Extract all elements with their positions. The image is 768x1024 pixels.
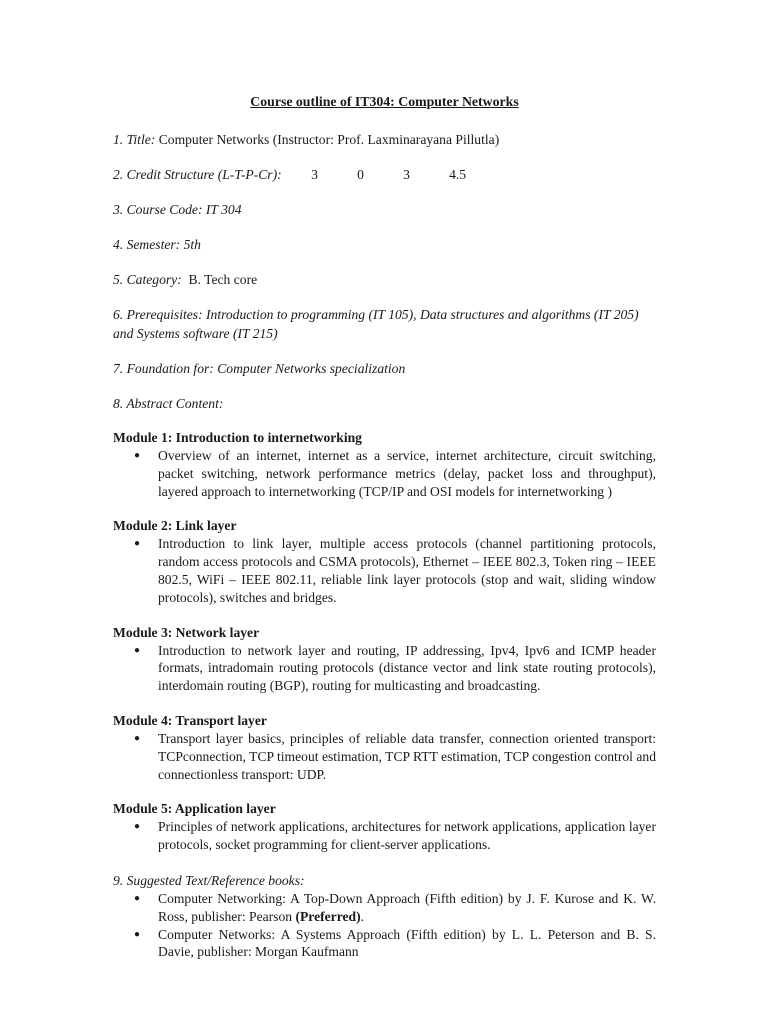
list-item (113, 447, 656, 500)
reference-text: Computer Networks: A Systems Approach (Fifth edition) by L. L. Peterson and B. S. Davie, publisher: Morgan Kaufmann (158, 926, 656, 960)
field-foundation-value: Computer Networks specialization (217, 361, 406, 376)
field-credit-structure (113, 165, 656, 184)
module-body: Introduction to network layer and routing, IP addressing, Ipv4, Ipv6 and ICMP header formats, intradomain routing protocols (distance vector and link state routing protocols), interdomain routing (BGP), routing for multicasting and broadcasting. (158, 642, 656, 694)
document-page (113, 92, 656, 961)
module-3 (113, 624, 656, 695)
module-4 (113, 712, 656, 783)
document-title: Course outline of IT304: Computer Networks (250, 94, 519, 109)
module-title: Module 3: Network layer (113, 624, 260, 640)
module-5 (113, 800, 656, 854)
credit-lecture: 3 (311, 167, 318, 182)
credit-practical: 3 (403, 167, 410, 182)
bullet-icon: ● (134, 732, 141, 744)
bullet-icon: ● (134, 450, 141, 461)
field-category (113, 270, 656, 289)
field-prerequisites (113, 305, 656, 343)
list-item (113, 926, 656, 962)
field-title-key: 1. Title: (113, 132, 156, 147)
module-title: Module 1: Introduction to internetworking (113, 430, 362, 445)
module-title: Module 2: Link layer (113, 518, 237, 534)
field-foundation (113, 359, 656, 378)
credit-tutorial: 0 (357, 167, 364, 182)
field-title-value: Computer Networks (Instructor: Prof. Laxminarayana Pillutla) (158, 132, 500, 147)
module-title: Module 5: Application layer (113, 801, 276, 817)
field-abstract (113, 394, 656, 413)
field-semester (113, 235, 656, 254)
reference-tail: . (360, 908, 365, 924)
list-item (113, 642, 656, 695)
field-course-code-text: 3. Course Code: IT 304 (113, 202, 242, 217)
module-title: Module 4: Transport layer (113, 712, 267, 728)
field-category-key: 5. Category: (113, 272, 182, 287)
field-course-code (113, 200, 656, 219)
module-body: Introduction to link layer, multiple access protocols (channel partitioning protocols, random access protocols and CSMA protocols), Ethernet – IEEE 802.3, Token ring – IEEE 802.5, WiFi – IEEE 802.11, reliable link layer protocols (stop and wait, sliding window protocols), switches and bridges. (158, 536, 656, 605)
bullet-icon: ● (134, 892, 141, 904)
module-body: Transport layer basics, principles of reliable data transfer, connection oriented transport: TCPconnection, TCP timeout estimation, TCP RTT estimation, TCP congestion control and connectionless transport: UDP. (158, 730, 656, 782)
module-2 (113, 517, 656, 606)
module-body: Principles of network applications, architectures for network applications, application layer protocols, socket programming for client-server applications. (158, 819, 656, 853)
credit-total: 4.5 (449, 167, 467, 182)
field-credit-key: 2. Credit Structure (L-T-P-Cr): (113, 167, 282, 182)
reference-text: Computer Networking: A Top-Down Approach (Fifth edition) by J. F. Kurose and K. W. Ross, publisher: Pearson (158, 890, 656, 924)
bullet-icon: ● (134, 821, 141, 833)
field-prerequisites-text: 6. Prerequisites: Introduction to programming (IT 105), Data structures and algorithms (IT 205) and Systems software (IT 215) (113, 307, 639, 341)
module-1 (113, 429, 656, 500)
list-item (113, 818, 656, 854)
field-category-value: B. Tech core (188, 272, 258, 287)
bullet-icon: ● (134, 644, 141, 656)
bullet-icon: ● (134, 538, 141, 550)
field-abstract-text: 8. Abstract Content: (113, 396, 224, 411)
module-body: Overview of an internet, internet as a service, internet architecture, circuit switching, packet switching, network performance metrics (delay, packet loss and throughput), layered approach to internetworking (TCP/IP and OSI models for internetworking ) (158, 448, 656, 499)
field-title (113, 130, 656, 149)
field-semester-text: 4. Semester: 5th (113, 237, 201, 252)
list-item (113, 890, 656, 926)
references-heading: 9. Suggested Text/Reference books: (113, 872, 305, 888)
list-item (113, 535, 656, 606)
field-foundation-key: 7. Foundation for: (113, 361, 214, 376)
references-section (113, 871, 656, 961)
reference-preferred-label: (Preferred) (295, 908, 361, 924)
list-item (113, 730, 656, 783)
bullet-icon: ● (134, 928, 141, 940)
